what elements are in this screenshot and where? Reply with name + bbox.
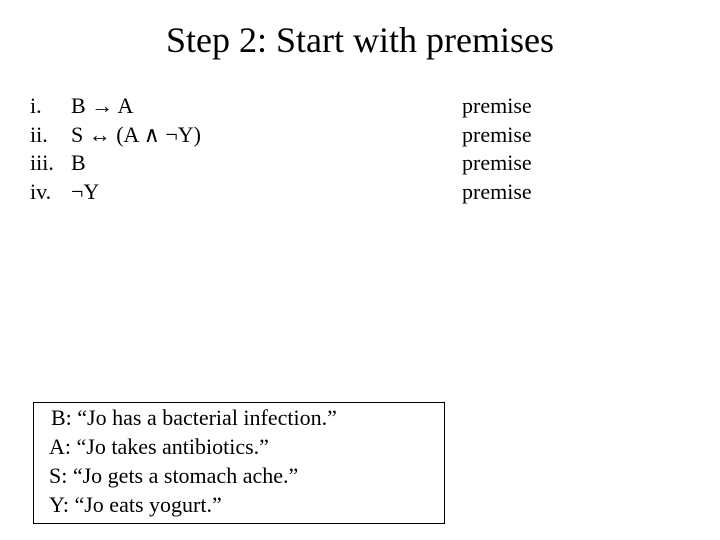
legend-line: Y: “Jo eats yogurt.” bbox=[49, 492, 222, 517]
premise-number: ii. bbox=[30, 121, 48, 147]
slide-title: Step 2: Start with premises bbox=[166, 20, 554, 60]
premise-row bbox=[30, 121, 690, 150]
premise-formula: S ↔ (A ∧ ¬Y) bbox=[71, 121, 201, 147]
legend-line: B: “Jo has a bacterial infection.” bbox=[51, 405, 337, 430]
premise-justification: premise bbox=[462, 121, 532, 147]
premise-row bbox=[30, 92, 690, 121]
premise-number: iii. bbox=[30, 150, 54, 175]
legend-box bbox=[33, 402, 445, 524]
legend-line: S: “Jo gets a stomach ache.” bbox=[49, 463, 299, 488]
premise-number: i. bbox=[30, 93, 42, 118]
premise-list bbox=[30, 92, 690, 206]
premise-number: iv. bbox=[30, 178, 52, 204]
premise-row bbox=[30, 178, 690, 207]
premise-row bbox=[30, 149, 690, 178]
premise-formula: B → A bbox=[71, 93, 134, 118]
premise-justification: premise bbox=[462, 178, 532, 204]
premise-formula: B bbox=[71, 150, 86, 175]
premise-justification: premise bbox=[462, 93, 532, 118]
legend-line: A: “Jo takes antibiotics.” bbox=[49, 434, 269, 459]
premise-formula: ¬Y bbox=[71, 178, 100, 204]
premise-justification: premise bbox=[462, 150, 532, 175]
